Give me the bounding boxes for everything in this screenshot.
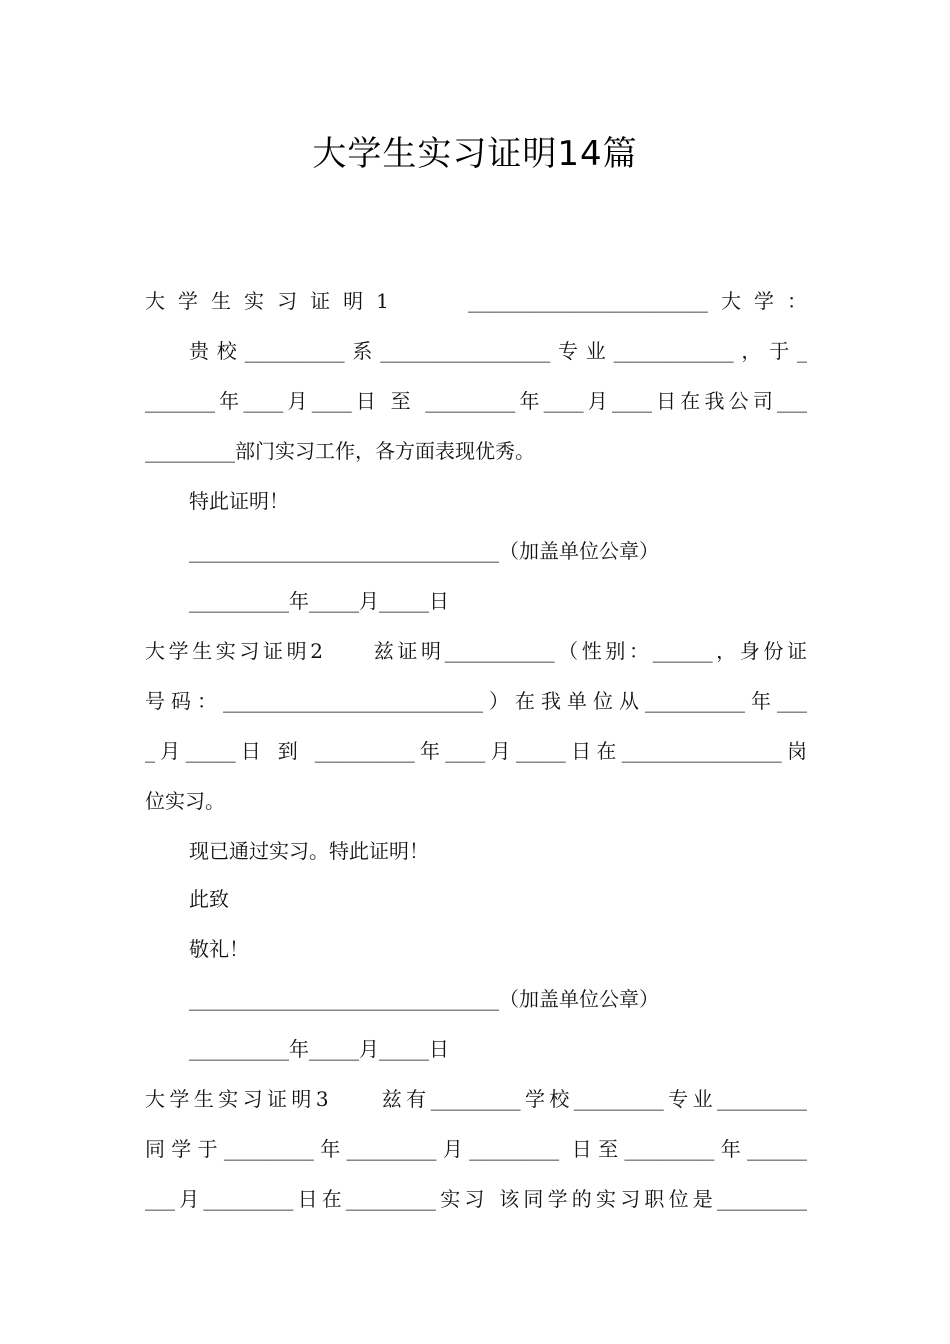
cert2-body-line: _月_____日 到 __________年____月_____日在________________岗 [145,739,807,763]
cert3-body-line: 同学于_________年_________月_________ 日至_________年______ [145,1137,807,1161]
cert1-body-line: _______年____月____日 至 _________年____月____日在我公司___ [145,389,807,413]
cert2-salutation-line: 敬礼！ [189,937,249,961]
cert2-body-line: 号码：__________________________）在我单位从__________年___ [145,689,807,713]
cert1-closing-line: 特此证明！ [189,489,289,513]
document-title: 大学生实习证明14篇 [312,134,638,174]
cert2-date-line: __________年_____月_____日 [189,1037,449,1061]
cert3-body-line: ___月_________日在_________实习 该同学的实习职位是_________ [145,1187,807,1211]
cert1-body-line: _________部门实习工作，各方面表现优秀。 [145,439,535,463]
cert1-seal-line: _______________________________（加盖单位公章） [189,539,659,563]
cert2-salutation-line: 此致 [189,887,229,911]
cert3-heading-line: 大学生实习证明3 兹有_________学校_________专业_________ [145,1087,807,1111]
cert1-heading-line: 大学生实习证明1 ________________________大学： [145,289,807,313]
cert1-body-line: 贵校__________系_________________专业____________，于_ [189,339,807,363]
cert2-closing-line: 现已通过实习。特此证明！ [189,839,429,863]
cert2-seal-line: _______________________________（加盖单位公章） [189,987,659,1011]
cert1-date-line: __________年_____月_____日 [189,589,449,613]
cert2-body-line: 位实习。 [145,789,225,813]
cert2-heading-line: 大学生实习证明2 兹证明___________（性别：______，身份证 [145,639,807,663]
